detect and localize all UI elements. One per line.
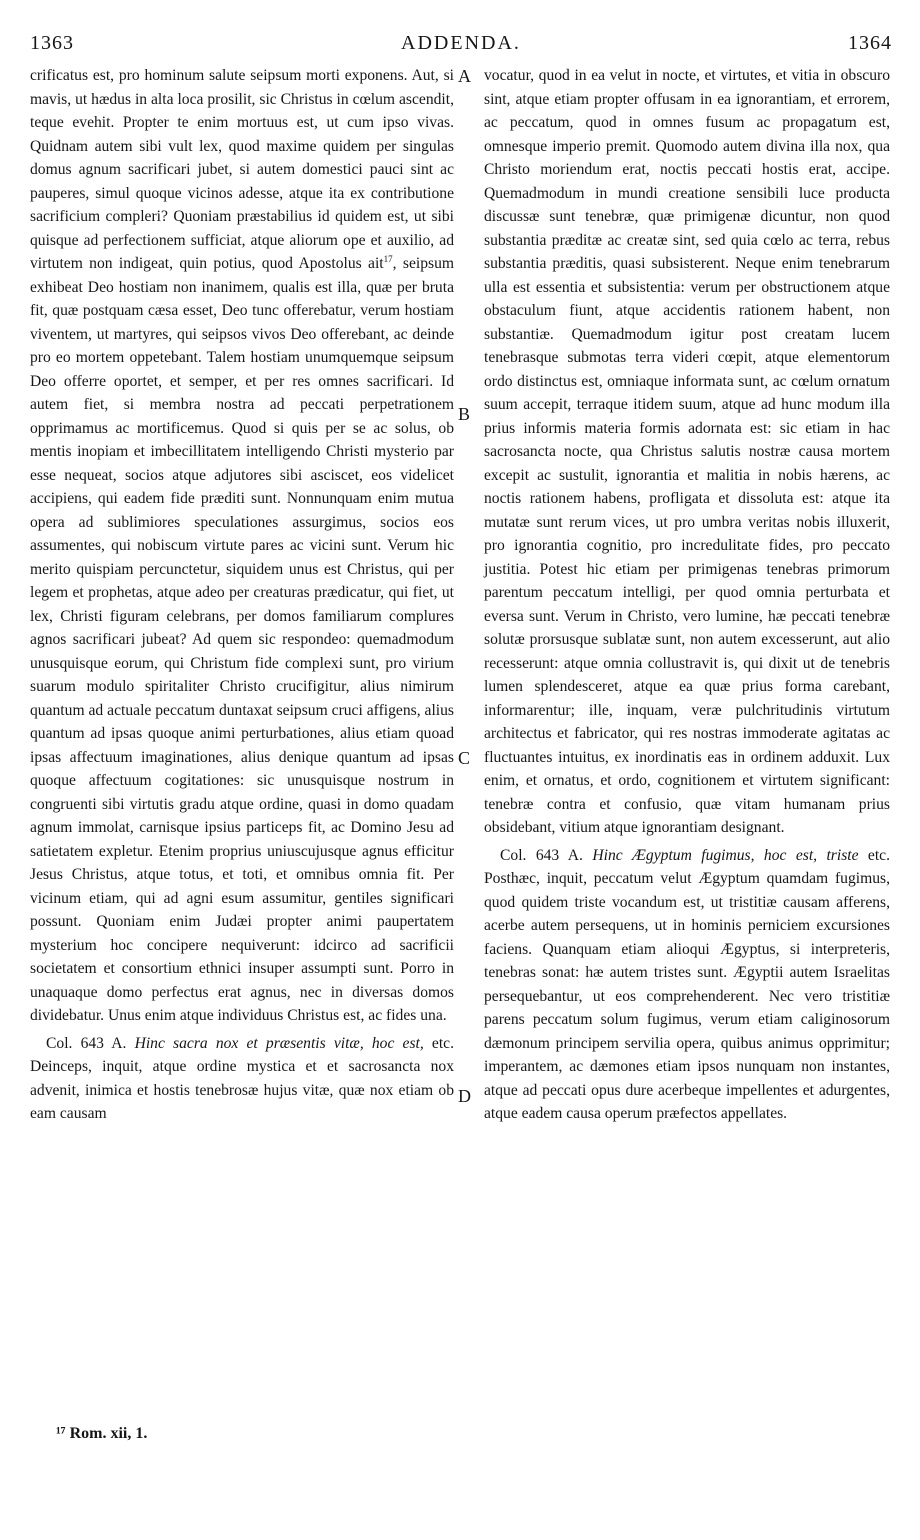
left-paragraph-2-italic: Hinc sacra nox et præsentis vitæ, hoc est, (134, 1034, 424, 1052)
margin-marker-a: A (458, 66, 471, 86)
left-paragraph-2-lead: Col. 643 A. (46, 1034, 127, 1052)
margin-marker-d: D (458, 1086, 471, 1106)
right-paragraph-2-lead: Col. 643 A. (500, 846, 583, 864)
right-paragraph-2-italic: Hinc Ægyptum fugimus, hoc est, triste (592, 846, 859, 864)
left-column (30, 64, 454, 1126)
right-paragraph-1: vocatur, quod in ea velut in nocte, et virtutes, et vitia in obscuro sint, atque etiam propter offusam in ea ignorantiam, et errorem, ac peccatum, quod in omnes fusum ac propagatum est, omnesque imperio premit. Quomodo autem divina illa nox, qua Christo moriendum erat, noctis peccati hostis erat, accipe. Quemadmodum in mundi creatione sensibili luce producta discussæ sunt tenebræ, quæ primigenæ dicuntur, non quod substantia præditæ ac creatæ sint, sed quia cœlo ac terra, rebus substantia præditis, quasi subsisterent. Neque enim tenebrarum ulla est essentia et subsistentia: verum per obstructionem atque obstaculum fiunt, atque accidentis rationem habent, non substantiæ. Quemadmodum igitur post creatam lucem tenebrasque submotas terra videri cœpit, atque elementorum ordo distinctus est, omniaque informata sunt, ac cœlum ornatum suum accepit, terraque itidem suum, atque ad hunc modum illa prius informis materia formis adornata est: sic etiam in hac sacrosancta nocte, qua Christus salutis nostræ causa mortem excepit ac sustulit, ignorantia et malitia in nobis hærens, ac noctis rationem habens, profligata et dissoluta est: atque ita mutatæ sunt rerum vices, ut pro umbra veritas nobis illuxerit, pro ignorantia cognitio, pro incredulitate fides, pro peccato justitia. Potest hic etiam per primigenas tenebras primorum parentum peccatum intelligi, per quod omnia perturbata et eversa sunt. Verum in Christo, vero lumine, hæ peccati tenebræ solutæ prorsusque sublatæ sunt, non autem excesserunt, aut alio recesserunt: atque omnia collustravit is, qui dixit ut de tenebris lumen splendesceret, atque ea quæ prius forma carebant, informarentur; ille, inquam, veræ pulchritudinis virtutum architectus et fabricator, qui res nostras immoderate agitatas ac fluctuantes intuitus, ex inordinatis eas in ordinem adduxit. Lux enim, et ornatus, et ordo, cognitionem et virtutem significant: tenebræ contra et confusio, quæ vitam humanam prius obsidebant, vitium atque ignorantiam designant. (484, 67, 890, 836)
running-title: ADDENDA. (401, 32, 521, 54)
margin-marker-c: C (458, 748, 471, 768)
right-paragraph-2-text: etc. Posthæc, inquit, peccatum velut Ægyptum quamdam fugimus, quod quidem triste vocandum est, ut tristitiæ causam afferens, acerbe autem persequens, ut in hominis perniciem excursiones faciens. Quanquam etiam alioqui Ægyptus, si interpreteris, tenebras sonat: hæ autem tristes sunt. Ægyptii autem Israelitas persequebantur, ut eos comprehenderent. Nec vero tristitiæ parens peccatum solum fugimus, verum etiam caliginosorum dæmonum principem servilia opera, quibus animus opprimitur; imperantem, ac dæmones etiam ipsos nunquam non instantes, atque ad peccati opus dure acerbeque impellentes et adurgentes, atque eadem causa operum præfectos appellates. (484, 846, 890, 1122)
left-paragraph-2-text: etc. Deinceps, inquit, atque ordine mystica et et sacrosancta nox advenit, inimica et hostis tenebrosæ hujus vitæ, quæ nox etiam ob eam causam (30, 1034, 454, 1122)
right-column (484, 64, 890, 1126)
page-number-left: 1363 (30, 32, 74, 54)
right-paragraph-2 (484, 844, 890, 1126)
left-paragraph-1-text: crificatus est, pro hominum salute seipsum morti exponens. Aut, si mavis, ut hædus in alta loca prosilit, sic Christus in cœlum ascendit, teque evehit. Propter te enim mortuus est, ut cum ipso vivas. Quidnam autem sibi vult lex, quod maxime quidem per singulas domus agnum sacrificari jubet, si autem domestici pauci sint ac pauperes, simul quoque vicinos adesse, atque ita ex contributione sacrificium compleri? Quoniam præstabilius id quidem est, ut sibi quisque ad perfectionem sufficiat, atque aliorum ope et auxilio, ad virtutem non indigeat, quin potius, quod Apostolus ait (30, 67, 454, 272)
page-header (30, 30, 892, 60)
page-number-right: 1364 (848, 32, 892, 54)
left-paragraph-1 (30, 64, 454, 1028)
footnote-ref: 17 (383, 253, 393, 264)
left-paragraph-2 (30, 1032, 454, 1126)
left-paragraph-1-continuation: , seipsum exhibeat Deo hostiam non inanimem, qualis est illa, quæ per bruta fit, quæ postquam cæsa esset, Deo tunc offerebatur, verum hostiam viventem, ut martyres, qui seipsos vivos Deo offerebant, ac deinde pro eo mortem oppetebant. Talem hostiam unumquemque seipsum Deo offerre oportet, et semper, et per res omnes sacrificari. Id autem fiet, si membra nostra ad peccati perpetrationem opprimamus ac mortificemus. Quod si quis per se ac solus, ob mentis inopiam et imbecillitatem intelligendo Christi mysterio par esse nequeat, socios atque adjutores sibi asciscet, eos videlicet accipiens, qui eadem fide præditi sunt. Nonnunquam enim mutua opera ad sublimiores speculationes assurgimus, socios eos assumentes, qui nobiscum virtute pares ac vicini sunt. Verum hic merito quispiam percunctetur, siquidem unus est Christus, qui per legem et prophetas, atque adeo per creaturas prædicatur, qui fiet, ut lex, Christi figuram celebrans, per domos familiarum complures agnos sacrificari jubeat? Ad quem sic respondeo: quemadmodum unusquisque eorum, qui Christum fide complexi sunt, pro virium suarum modulo spiritaliter Christo crucifigitur, alius nimirum quantum ad actuale peccatum duntaxat seipsum cruci affigens, alius quantum ad ipsas quoque animi perturbationes, alius etiam quoad ipsas affectuum imaginationes, alius denique quantum ad ipsas quoque affectuum cogitationes: sic unusquisque nostrum in congruenti sibi virtutis gradu atque ordine, quasi in domo quadam agnum immolat, carnisque ipsius particeps fit, ac Domino Jesu ad satietatem expletur. Etenim proprius uniuscujusque agnus efficitur Jesus Christus, atque totus, et toti, et omnibus omnia fit. Per vicinum etiam, qui ad agni esum assumitur, gentiles significari possunt. Quoniam enim Judæi propter animi paupertatem mysterium hoc concipere nequiverunt: idcirco ad sacrificii societatem et consortium ethnici insuper assumpti sunt. Porro in unaquaque domo perfectus erat agnus, nec in diversas domos dividebatur. Unus enim atque individuus Christus est, ac fides una. (30, 255, 454, 1024)
footnote: ¹⁷ Rom. xii, 1. (56, 1425, 148, 1442)
margin-marker-b: B (458, 404, 471, 424)
